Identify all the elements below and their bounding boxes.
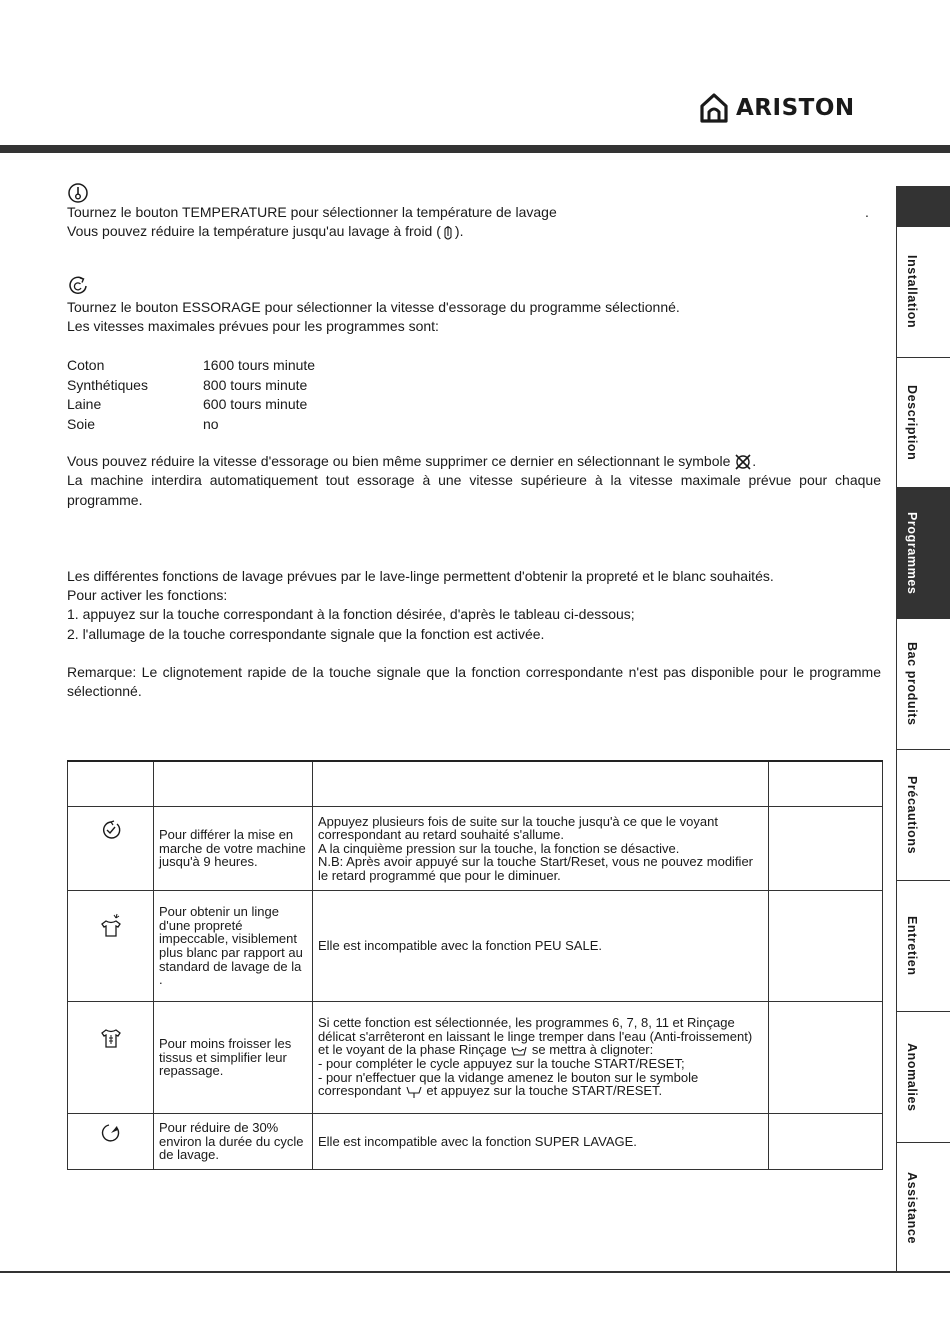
effect-cell: Pour réduire de 30% environ la durée du cycle de lavage.: [154, 1114, 313, 1170]
brand-name: ARISTON: [736, 95, 855, 121]
functions-intro: [67, 567, 881, 644]
spin-limit: La machine interdira automatiquement tout essorage à une vitesse supérieure à la vitesse maximale prévue pour chaque programme.: [67, 472, 881, 508]
table-row: [68, 807, 883, 891]
tab-label: Programmes: [905, 511, 919, 595]
temperature-line1-end: .: [865, 204, 869, 220]
empty-cell: [769, 807, 883, 891]
temperature-line1: Tournez le bouton TEMPERATURE pour sélectionner la température de lavage: [67, 204, 557, 220]
tab-label: Entretien: [905, 916, 919, 976]
table-row: [68, 891, 883, 1002]
functions-line3: 1. appuyez sur la touche correspondant à la fonction désirée, d'après le tableau ci-dessous;: [67, 606, 635, 623]
notes-part: et appuyez sur la touche START/RESET.: [422, 1083, 663, 1099]
tab-label: Description: [905, 385, 919, 461]
icon-cell: [68, 891, 154, 1002]
tab-anomalies[interactable]: [897, 1011, 950, 1142]
spin-intro: [67, 298, 881, 336]
drain-icon: [405, 1085, 423, 1099]
empty-cell: [769, 1114, 883, 1170]
delay-timer-icon: [100, 819, 122, 841]
tab-precautions[interactable]: [897, 749, 950, 880]
functions-table: [67, 760, 883, 1170]
tab-entretien[interactable]: [897, 880, 950, 1011]
notes-cell: Elle est incompatible avec la fonction PEU SALE.: [313, 891, 769, 1002]
spin-icon: [67, 275, 89, 297]
house-logo-icon: [700, 93, 728, 123]
spin-line1: Tournez le bouton ESSORAGE pour sélectionner la vitesse d'essorage du programme sélectionné.: [67, 299, 680, 315]
functions-line2: Pour activer les fonctions:: [67, 587, 228, 604]
icon-cell: [68, 1114, 154, 1170]
table-row: [68, 1114, 883, 1170]
header-cell: [68, 761, 154, 807]
easy-iron-icon: [99, 1026, 123, 1050]
functions-line4: 2. l'allumage de la touche correspondante signale que la fonction est activée.: [67, 625, 545, 642]
quick-wash-icon: [100, 1122, 122, 1144]
header-cell: [154, 761, 313, 807]
header-band: [0, 145, 950, 153]
list-item: [67, 356, 315, 376]
tab-installation[interactable]: [897, 226, 950, 357]
tab-bac-produits[interactable]: [897, 618, 950, 749]
super-wash-shirt-icon: [99, 913, 123, 939]
programme-name: Coton: [67, 357, 105, 373]
spin-line2: Les vitesses maximales prévues pour les programmes sont:: [67, 318, 439, 335]
ariston-logo: [700, 92, 855, 124]
notes-cell: [313, 1002, 769, 1114]
temperature-text: [67, 203, 881, 242]
icon-cell: [68, 1002, 154, 1114]
tab-programmes[interactable]: [897, 487, 950, 618]
tab-label: Installation: [905, 255, 919, 329]
functions-line1: Les différentes fonctions de lavage prévues par le lave-linge permettent d'obtenir la propreté et le blanc souhaités.: [67, 568, 774, 584]
programme-speed: 800 tours minute: [203, 376, 308, 393]
notes-part: Si cette fonction est sélectionnée, les programmes 6, 7, 8, 11 et Rinçage délicat s'arrêteront en laissant le linge tremper dans l'eau (Anti-froissement) et le voyant de la phase Rinçage: [318, 1015, 753, 1058]
effect-cell: Pour différer la mise en marche de votre machine jusqu'à 9 heures.: [154, 807, 313, 891]
programme-name: Laine: [67, 396, 102, 412]
empty-cell: [769, 891, 883, 1002]
notes-part: se mettra à clignoter: - pour compléter le cycle appuyez sur la touche START/RESET; - pour n'effectuer que la vidange amenez le bouton sur le symbole correspondant: [318, 1042, 699, 1099]
tab-label: Précautions: [905, 775, 919, 855]
list-item: [67, 376, 315, 396]
programme-speed: no: [203, 415, 219, 432]
temperature-line2-end: ).: [454, 223, 464, 240]
spin-reduce-end: .: [752, 453, 757, 469]
effect-cell: Pour moins froisser les tissus et simplifier leur repassage.: [154, 1002, 313, 1114]
table-header-row: [68, 761, 883, 807]
spin-reduce: Vous pouvez réduire la vitesse d'essorage ou bien même supprimer ce dernier en sélectionnant le symbole: [67, 453, 735, 469]
tab-label: Bac produits: [905, 642, 919, 726]
section-sidebar: [896, 186, 950, 1272]
sidebar-cap: [897, 186, 950, 226]
programme-name: Synthétiques: [67, 376, 148, 393]
tab-description[interactable]: [897, 357, 950, 488]
temperature-line2: Vous pouvez réduire la température jusqu'au lavage à froid (: [67, 223, 441, 240]
cold-wash-icon: [441, 224, 455, 242]
spin-speed-list: [67, 356, 315, 434]
header-cell: [313, 761, 769, 807]
tab-label: Assistance: [905, 1171, 919, 1244]
programme-speed: 600 tours minute: [203, 396, 308, 412]
list-item: [67, 415, 315, 435]
table-row: [68, 1002, 883, 1114]
footer-rule: [0, 1271, 950, 1273]
thermometer-icon: [67, 182, 89, 204]
tab-assistance[interactable]: [897, 1142, 950, 1273]
no-spin-icon: [734, 453, 752, 471]
programme-speed: 1600 tours minute: [203, 357, 316, 373]
programme-name: Soie: [67, 415, 96, 432]
list-item: [67, 395, 315, 415]
effect-cell: Pour obtenir un linge d'une propreté impeccable, visiblement plus blanc par rapport au standard de lavage de la .: [154, 891, 313, 1002]
notes-cell: Appuyez plusieurs fois de suite sur la touche jusqu'à ce que le voyant correspondant au retard souhaité s'allume. A la cinquième pression sur la touche, la fonction se désactive. N.B: Après avoir appuyé sur la touche Start/Reset, vous ne pouvez modifier le retard programmé que pour le diminuer.: [313, 807, 769, 891]
tab-label: Anomalies: [905, 1042, 919, 1112]
functions-note: Remarque: Le clignotement rapide de la touche signale que la fonction correspondante n'est pas disponible pour le programme sélectionné.: [67, 664, 881, 700]
empty-cell: [769, 1002, 883, 1114]
icon-cell: [68, 807, 154, 891]
spin-reduce-text: [67, 452, 881, 510]
header-cell: [769, 761, 883, 807]
notes-cell: Elle est incompatible avec la fonction SUPER LAVAGE.: [313, 1114, 769, 1170]
